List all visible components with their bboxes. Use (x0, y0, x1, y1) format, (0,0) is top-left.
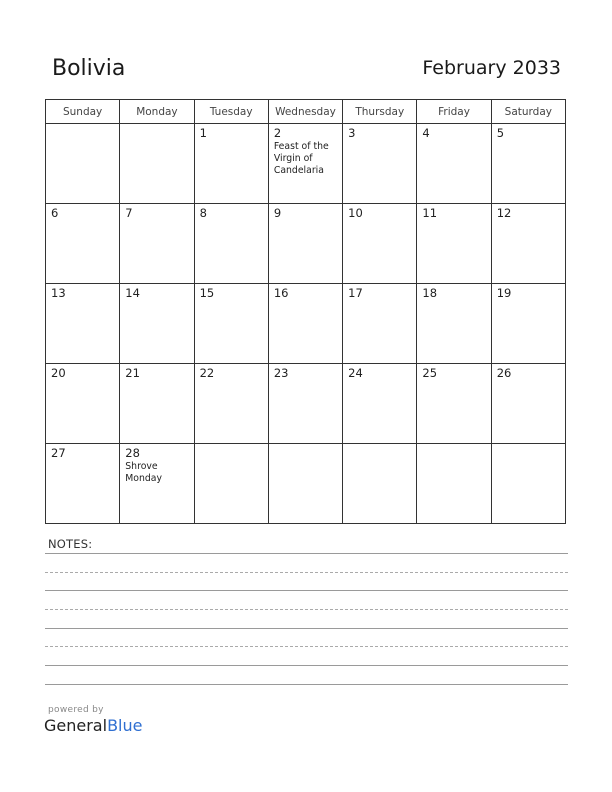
day-cell (46, 364, 120, 444)
day-cell (46, 444, 120, 524)
empty-day-cell (120, 124, 194, 204)
day-number: 24 (348, 366, 363, 380)
day-number: 3 (348, 126, 356, 140)
empty-day-cell (46, 124, 120, 204)
day-cell (491, 204, 565, 284)
weekday-monday: Monday (120, 100, 194, 124)
country-title: Bolivia (52, 56, 126, 81)
empty-day-cell (343, 444, 417, 524)
notes-line (45, 553, 568, 554)
day-number: 11 (422, 206, 438, 220)
day-number: 4 (422, 126, 430, 140)
day-number: 10 (348, 206, 363, 220)
notes-line (45, 628, 568, 629)
day-cell (491, 364, 565, 444)
day-cell (417, 204, 491, 284)
day-cell (46, 204, 120, 284)
day-cell (120, 444, 194, 524)
empty-day-cell (194, 444, 268, 524)
day-number: 5 (496, 126, 505, 140)
week-row (46, 284, 566, 364)
holiday-label: Feast of the Virgin of Candelaria (273, 141, 329, 176)
logo-blue-text: Blue (107, 716, 143, 735)
weekday-tuesday: Tuesday (194, 100, 268, 124)
notes-line (45, 590, 568, 591)
day-number: 26 (496, 366, 512, 380)
day-number: 23 (273, 366, 289, 380)
weekday-thursday: Thursday (343, 100, 417, 124)
week-row (46, 364, 566, 444)
month-year-title: February 2033 (422, 57, 561, 79)
day-cell (120, 364, 194, 444)
day-cell (268, 124, 342, 204)
day-number: 2 (273, 126, 282, 140)
day-cell (343, 284, 417, 364)
empty-day-cell (491, 444, 565, 524)
generalblue-logo (44, 716, 142, 735)
weekday-friday: Friday (417, 100, 491, 124)
day-cell (194, 364, 268, 444)
day-cell (194, 124, 268, 204)
day-cell (120, 284, 194, 364)
day-number: 18 (422, 286, 438, 300)
day-number: 8 (199, 206, 207, 220)
day-number: 1 (199, 126, 207, 140)
week-row (46, 204, 566, 284)
notes-line (45, 646, 568, 647)
week-row (46, 124, 566, 204)
weekday-header-row (46, 100, 566, 124)
day-number: 15 (199, 286, 215, 300)
day-cell (120, 204, 194, 284)
day-number: 21 (125, 366, 140, 380)
day-cell (268, 284, 342, 364)
day-cell (417, 364, 491, 444)
day-number: 12 (496, 206, 512, 220)
notes-line (45, 572, 568, 573)
notes-label: NOTES: (48, 537, 93, 551)
day-cell (343, 124, 417, 204)
day-number: 9 (273, 206, 282, 220)
calendar-grid (45, 99, 566, 524)
day-number: 6 (51, 206, 59, 220)
day-number: 20 (51, 366, 66, 380)
notes-line (45, 665, 568, 666)
day-cell (194, 204, 268, 284)
day-cell (491, 124, 565, 204)
notes-line (45, 684, 568, 685)
day-number: 28 (125, 446, 140, 460)
weekday-saturday: Saturday (491, 100, 565, 124)
day-number: 14 (125, 286, 140, 300)
day-number: 7 (125, 206, 133, 220)
day-number: 27 (51, 446, 66, 460)
holiday-label: Shrove Monday (125, 461, 162, 484)
empty-day-cell (268, 444, 342, 524)
day-cell (417, 284, 491, 364)
day-cell (343, 204, 417, 284)
day-cell (343, 364, 417, 444)
day-number: 16 (273, 286, 289, 300)
day-cell (194, 284, 268, 364)
day-number: 22 (199, 366, 215, 380)
day-cell (268, 204, 342, 284)
weekday-sunday: Sunday (46, 100, 120, 124)
day-number: 19 (496, 286, 512, 300)
powered-by-text: powered by (48, 705, 104, 715)
week-row (46, 444, 566, 524)
day-number: 17 (348, 286, 363, 300)
logo-general-text: General (44, 716, 108, 735)
empty-day-cell (417, 444, 491, 524)
day-number: 13 (51, 286, 66, 300)
day-cell (491, 284, 565, 364)
notes-line (45, 609, 568, 610)
day-number: 25 (422, 366, 438, 380)
day-cell (417, 124, 491, 204)
weekday-wednesday: Wednesday (268, 100, 342, 124)
day-cell (46, 284, 120, 364)
day-cell (268, 364, 342, 444)
